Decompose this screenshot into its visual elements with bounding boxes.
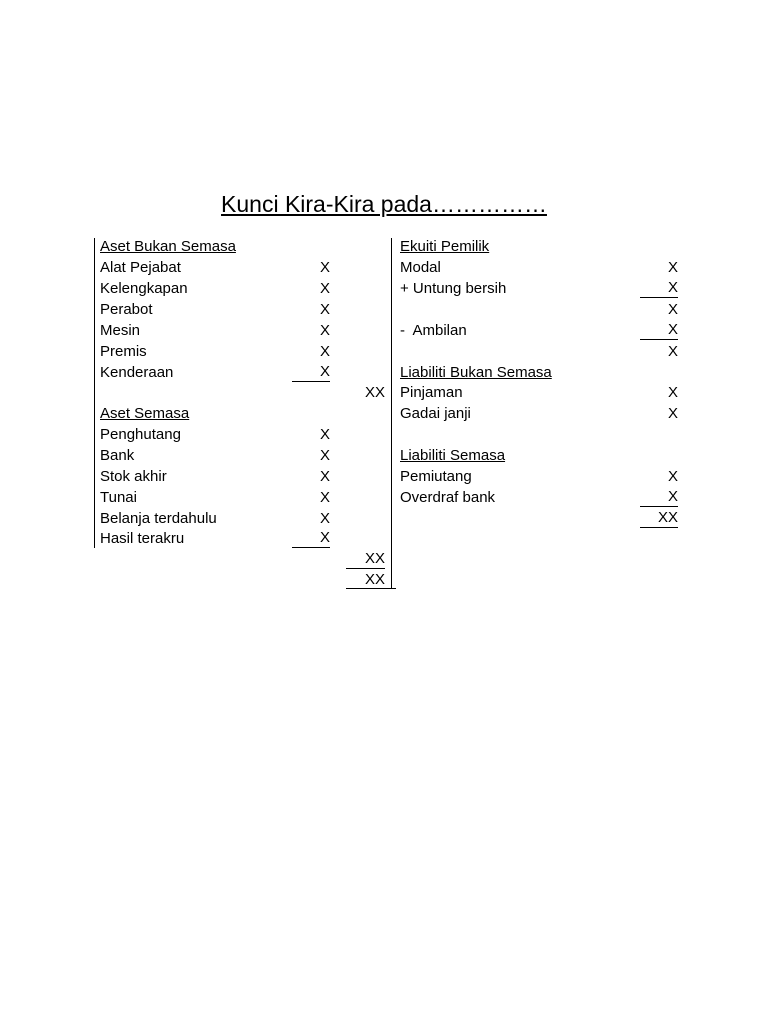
list-item-value: X [319,426,330,443]
left-border-line [94,238,95,548]
list-item-label: Pemiutang [400,468,472,485]
net-profit-value: X [640,279,678,298]
list-item-value: X [667,405,678,422]
drawings-value: X [640,321,678,340]
noncurrent-assets-total: XX [364,384,385,401]
list-item-value: X [319,301,330,318]
list-item-label: Belanja terdahulu [100,510,217,527]
noncurrent-assets-header: Aset Bukan Semasa [100,238,236,255]
list-item-label: Bank [100,447,135,464]
list-item-label: Tunai [100,489,137,506]
list-item-value: X [319,468,330,485]
drawings-label: - Ambilan [400,322,467,339]
list-item-label: Hasil terakru [100,530,185,547]
list-item-value: X [292,529,330,548]
current-assets-total: XX [346,550,385,569]
list-item-label: Overdraf bank [400,489,496,506]
list-item-label: Penghutang [100,426,181,443]
capital-label: Modal [400,259,441,276]
list-item-value: X [319,322,330,339]
list-item-value: X [667,468,678,485]
current-assets-header: Aset Semasa [100,405,190,422]
list-item-value: X [667,384,678,401]
list-item-value: X [319,447,330,464]
center-divider-line [391,238,392,589]
net-profit-label: + Untung bersih [400,280,507,297]
current-liabilities-total: XX [640,509,678,528]
list-item-label: Kelengkapan [100,280,188,297]
list-item-value: X [319,510,330,527]
list-item-value: X [640,488,678,507]
list-item-label: Premis [100,343,147,360]
noncurrent-liabilities-header: Liabiliti Bukan Semasa [400,364,552,381]
list-item-label: Perabot [100,301,153,318]
current-liabilities-header: Liabiliti Semasa [400,447,506,464]
list-item-label: Mesin [100,322,141,339]
list-item-label: Pinjaman [400,384,463,401]
list-item-value: X [319,343,330,360]
total-assets: XX [346,571,396,589]
equity-subtotal: X [667,301,678,318]
capital-value: X [667,259,678,276]
page-title: Kunci Kira-Kira pada…………… [221,191,547,217]
list-item-value: X [319,489,330,506]
list-item-label: Gadai janji [400,405,471,422]
list-item-value: X [292,363,330,382]
equity-total: X [667,343,678,360]
list-item-label: Kenderaan [100,364,174,381]
list-item-label: Alat Pejabat [100,259,181,276]
list-item-value: X [319,259,330,276]
owner-equity-header: Ekuiti Pemilik [400,238,490,255]
list-item-label: Stok akhir [100,468,167,485]
list-item-value: X [319,280,330,297]
